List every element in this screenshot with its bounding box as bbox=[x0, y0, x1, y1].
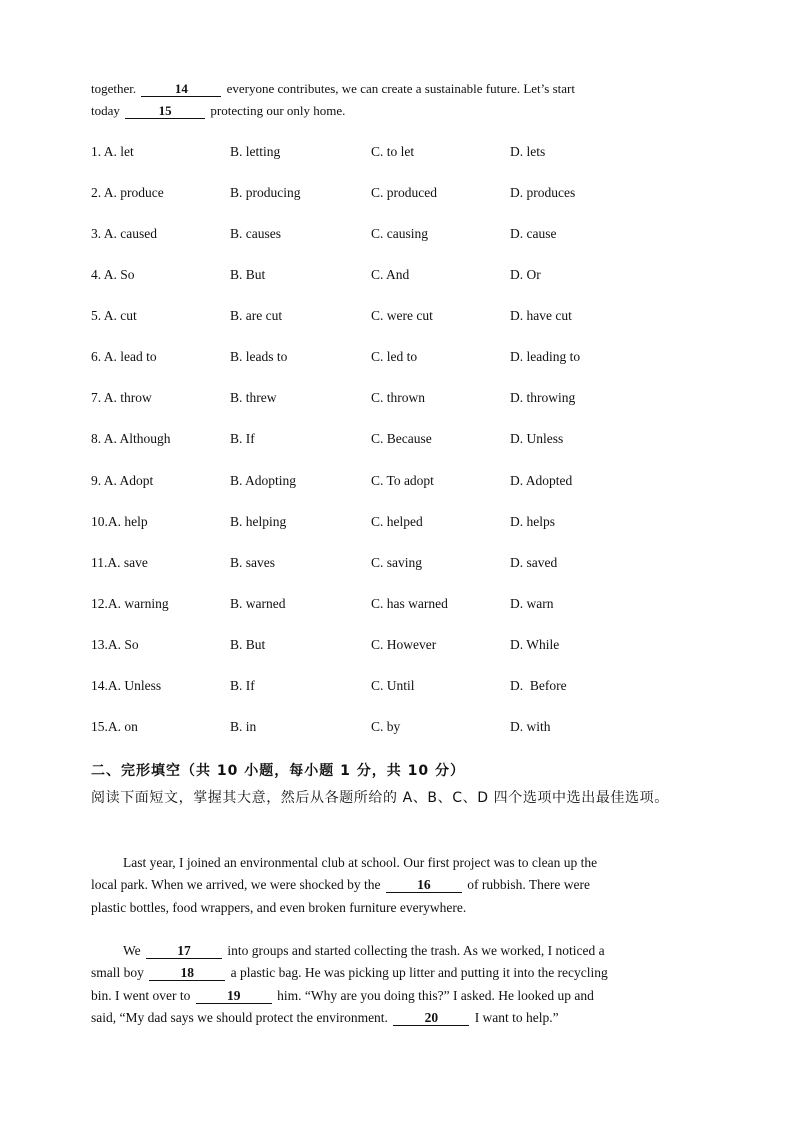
option-b: B. Adopting bbox=[230, 473, 297, 488]
option-b: B. in bbox=[230, 719, 257, 734]
question-row bbox=[91, 719, 711, 737]
option-c: C. And bbox=[371, 267, 410, 282]
question-row bbox=[91, 473, 711, 491]
passage-line: said, “My dad says we should protect the environment. 20 I want to help.” bbox=[91, 1010, 559, 1025]
answer-blank: 20 bbox=[393, 1010, 469, 1026]
option-d: D. Or bbox=[510, 267, 541, 282]
option-c: C. has warned bbox=[371, 596, 448, 611]
option-d: D. leading to bbox=[510, 349, 581, 364]
option-c: C. saving bbox=[371, 555, 423, 570]
option-b: B. leads to bbox=[230, 349, 288, 364]
option-a: 6. A. lead to bbox=[91, 349, 157, 364]
question-row bbox=[91, 390, 711, 408]
option-a: 14.A. Unless bbox=[91, 678, 162, 693]
option-a: 8. A. Although bbox=[91, 431, 171, 446]
passage-line: local park. When we arrived, we were shocked by the 16 of rubbish. There were bbox=[91, 877, 590, 892]
option-b: B. threw bbox=[230, 390, 277, 405]
option-b: B. warned bbox=[230, 596, 286, 611]
option-b: B. If bbox=[230, 678, 255, 693]
intro-text: everyone contributes, we can create a sustainable future. Let’s start bbox=[226, 81, 575, 96]
option-c: C. led to bbox=[371, 349, 418, 364]
option-b: B. are cut bbox=[230, 308, 283, 323]
option-c: C. Because bbox=[371, 431, 432, 446]
passage-line: small boy 18 a plastic bag. He was picking up litter and putting it into the recycling bbox=[91, 965, 608, 980]
option-d: D. Unless bbox=[510, 431, 564, 446]
question-row bbox=[91, 144, 711, 162]
option-c: C. were cut bbox=[371, 308, 433, 323]
option-a: 4. A. So bbox=[91, 267, 135, 282]
question-row bbox=[91, 185, 711, 203]
option-b: B. causes bbox=[230, 226, 281, 241]
option-c: C. by bbox=[371, 719, 401, 734]
option-c: C. produced bbox=[371, 185, 437, 200]
option-d: D. saved bbox=[510, 555, 558, 570]
section-instruction: 阅读下面短文，掌握其大意，然后从各题所给的 A、B、C、D 四个选项中选出最佳选项。 bbox=[91, 790, 669, 806]
option-a: 11.A. save bbox=[91, 555, 148, 570]
option-d: D. produces bbox=[510, 185, 576, 200]
question-row bbox=[91, 308, 711, 326]
option-a: 7. A. throw bbox=[91, 390, 152, 405]
option-c: C. causing bbox=[371, 226, 428, 241]
option-d: D. Before bbox=[510, 678, 567, 693]
intro-line-1 bbox=[91, 81, 575, 97]
passage-line: Last year, I joined an environmental club at school. Our first project was to clean up the bbox=[123, 855, 598, 870]
passage-line: bin. I went over to 19 him. “Why are you doing this?” I asked. He looked up and bbox=[91, 988, 594, 1003]
question-row bbox=[91, 349, 711, 367]
question-row bbox=[91, 596, 711, 614]
option-a: 9. A. Adopt bbox=[91, 473, 154, 488]
question-row bbox=[91, 514, 711, 532]
option-b: B. producing bbox=[230, 185, 301, 200]
answer-blank: 16 bbox=[386, 877, 462, 893]
option-d: D. have cut bbox=[510, 308, 572, 323]
option-b: B. But bbox=[230, 637, 266, 652]
intro-text: today bbox=[91, 103, 120, 118]
option-c: C. To adopt bbox=[371, 473, 434, 488]
question-row bbox=[91, 226, 711, 244]
answer-blank: 17 bbox=[146, 943, 222, 959]
option-c: C. thrown bbox=[371, 390, 425, 405]
question-row bbox=[91, 267, 711, 285]
option-d: D. lets bbox=[510, 144, 546, 159]
option-a: 2. A. produce bbox=[91, 185, 164, 200]
intro-text: protecting our only home. bbox=[210, 103, 346, 118]
option-b: B. letting bbox=[230, 144, 281, 159]
answer-blank: 15 bbox=[125, 103, 205, 119]
question-row bbox=[91, 431, 711, 449]
option-d: D. warn bbox=[510, 596, 554, 611]
option-d: D. Adopted bbox=[510, 473, 573, 488]
section-heading: 二、完形填空（共 10 小题，每小题 1 分，共 10 分） bbox=[91, 763, 465, 779]
option-a: 15.A. on bbox=[91, 719, 138, 734]
option-a: 10.A. help bbox=[91, 514, 148, 529]
option-a: 5. A. cut bbox=[91, 308, 137, 323]
option-a: 3. A. caused bbox=[91, 226, 157, 241]
option-d: D. cause bbox=[510, 226, 557, 241]
intro-line-2 bbox=[91, 103, 345, 119]
option-c: C. helped bbox=[371, 514, 423, 529]
option-b: B. But bbox=[230, 267, 266, 282]
option-a: 13.A. So bbox=[91, 637, 139, 652]
option-a: 1. A. let bbox=[91, 144, 134, 159]
option-b: B. helping bbox=[230, 514, 287, 529]
option-d: D. with bbox=[510, 719, 551, 734]
question-row bbox=[91, 637, 711, 655]
passage-line: We 17 into groups and started collecting the trash. As we worked, I noticed a bbox=[123, 943, 605, 958]
question-row bbox=[91, 555, 711, 573]
option-c: C. However bbox=[371, 637, 437, 652]
answer-blank: 14 bbox=[141, 81, 221, 97]
question-row bbox=[91, 678, 711, 696]
answer-blank: 19 bbox=[196, 988, 272, 1004]
option-c: C. Until bbox=[371, 678, 415, 693]
option-c: C. to let bbox=[371, 144, 415, 159]
option-d: D. While bbox=[510, 637, 560, 652]
option-b: B. saves bbox=[230, 555, 275, 570]
option-b: B. If bbox=[230, 431, 255, 446]
option-a: 12.A. warning bbox=[91, 596, 169, 611]
answer-blank: 18 bbox=[149, 965, 225, 981]
intro-text: together. bbox=[91, 81, 137, 96]
passage-line: plastic bottles, food wrappers, and even broken furniture everywhere. bbox=[91, 900, 467, 915]
option-d: D. throwing bbox=[510, 390, 576, 405]
option-d: D. helps bbox=[510, 514, 555, 529]
